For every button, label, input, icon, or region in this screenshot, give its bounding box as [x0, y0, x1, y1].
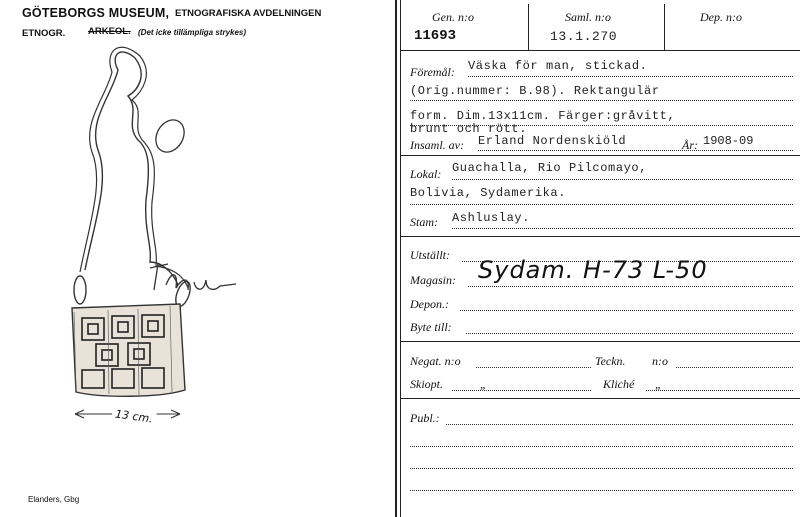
lokal-line-1: Guachalla, Rio Pilcomayo, — [452, 161, 648, 175]
card-divider-inner — [400, 0, 401, 517]
etnogr-label: ETNOGR. — [22, 28, 66, 39]
dotted-line — [478, 150, 793, 151]
strike-note: (Det icke tillämpliga strykes) — [138, 28, 247, 37]
printer-credit: Elanders, Gbg — [28, 495, 80, 504]
foremal-line-2: (Orig.nummer: B.98). Rektangulär — [410, 84, 660, 98]
department-name: ETNOGRAFISKA AVDELNINGEN — [175, 8, 322, 19]
dotted-line — [446, 424, 793, 425]
stam-value: Ashluslay. — [452, 211, 531, 225]
insaml-value: Erland Nordenskiöld — [478, 134, 627, 148]
dotted-line — [468, 76, 793, 77]
foremal-line-1: Väska för man, stickad. — [468, 59, 648, 73]
dotted-line — [452, 228, 793, 229]
signature-text — [150, 255, 153, 256]
dotted-line — [452, 390, 591, 391]
teckn-no-label: n:o — [652, 354, 668, 368]
publ-label: Publ.: — [410, 411, 440, 425]
magasin-value: Sydam. H-73 L-50 — [478, 256, 708, 284]
museum-name: GÖTEBORGS MUSEUM, — [22, 6, 170, 20]
dotted-line — [646, 390, 793, 391]
gen-label: Gen. n:o — [432, 10, 474, 24]
negat-label: Negat. n:o — [410, 354, 461, 368]
dotted-line — [452, 179, 793, 180]
dep-label: Dep. n:o — [700, 10, 742, 24]
kliche-ditto: „ — [655, 377, 662, 391]
bag-strap — [85, 52, 178, 285]
byte-label: Byte till: — [410, 320, 452, 334]
stam-label: Stam: — [410, 215, 438, 229]
bag-strap-outer — [80, 47, 188, 288]
section-rule — [400, 236, 800, 237]
insaml-label: Insaml. av: — [410, 138, 464, 152]
teckn-label: Teckn. — [595, 354, 626, 368]
foremal-line-3: form. Dim.13x11cm. Färger:gråvitt, — [410, 109, 676, 123]
header-rule — [400, 50, 800, 51]
ar-label: År: — [682, 138, 698, 152]
kliche-label: Kliché — [603, 377, 635, 391]
section-rule — [400, 398, 800, 399]
lokal-line-2: Bolivia, Sydamerika. — [410, 186, 567, 200]
card-divider — [395, 0, 397, 517]
dotted-line — [410, 490, 793, 491]
dotted-line — [410, 468, 793, 469]
dotted-line — [466, 333, 793, 334]
arkeol-text: ARKEOL. — [88, 26, 131, 37]
saml-label: Saml. n:o — [565, 10, 611, 24]
ar-value: 1908-09 — [703, 134, 754, 148]
dotted-line — [476, 367, 591, 368]
section-rule — [400, 155, 800, 156]
col-sep-1 — [528, 4, 529, 50]
lokal-label: Lokal: — [410, 167, 442, 181]
dotted-line — [410, 446, 793, 447]
dotted-line — [410, 204, 793, 205]
skiopt-label: Skiopt. — [410, 377, 443, 391]
depon-label: Depon.: — [410, 297, 449, 311]
col-sep-2 — [664, 4, 665, 50]
dotted-line — [468, 286, 793, 287]
utstallt-label: Utställt: — [410, 248, 451, 262]
scale-label: 13 cm. — [111, 407, 156, 426]
dotted-line — [676, 367, 793, 368]
dotted-line — [460, 310, 793, 311]
saml-value: 13.1.270 — [550, 29, 618, 44]
magasin-label: Magasin: — [410, 273, 456, 287]
foremal-line-4: brunt och rött. — [410, 122, 528, 136]
strap-loop — [150, 115, 190, 157]
skiopt-ditto: „ — [480, 377, 487, 391]
dotted-line — [410, 100, 793, 101]
gen-value: 11693 — [414, 28, 457, 44]
foremal-label: Föremål: — [410, 65, 455, 79]
section-rule — [400, 341, 800, 342]
left-knot — [74, 276, 86, 304]
